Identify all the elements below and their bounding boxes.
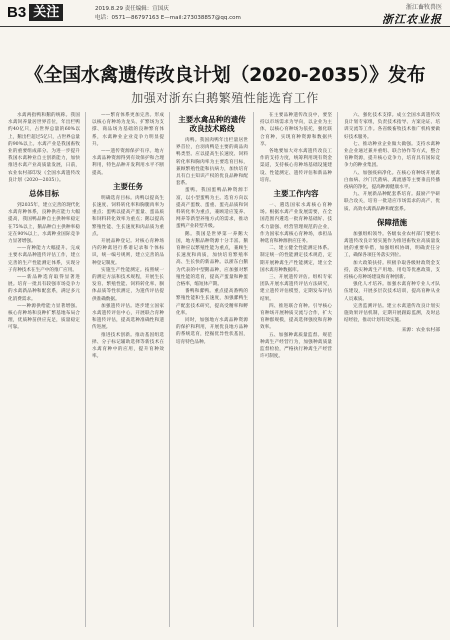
- section-heading: 保障措施: [377, 217, 407, 227]
- paragraph: 四、推进联合育种。引导核心育种场开展种质交流与合作，扩大育种群规模，提高选择强度和育种效率。: [260, 303, 332, 331]
- paragraph: 六、强化技术支撑。成立全国水禽遗传改良计划专家组，负责技术指导、方案论证、培训交流等工作。各省级畜牧技术推广机构要做好技术服务。: [344, 113, 440, 140]
- paragraph: 开展品种登记。对核心育种场内的种禽进行系谱记录和个体标识，统一编号规则，建立完善的品种登记制度。: [92, 239, 164, 266]
- paragraph: ——新品种选育取得显著进展。培育一批具有较强市场竞争力的水禽新品种和配套系，满足多元化消费需求。: [8, 275, 80, 302]
- column-name: 浙江畜牧兽医: [405, 5, 442, 11]
- section-heading: 主要任务: [113, 181, 143, 191]
- paragraph: 加强组织领导。各级农业农村部门要把水禽遗传改良计划实施作为推进畜牧业高质量发展的重要举措，加强组织协调，明确责任分工，确保各项任务落实到位。: [344, 231, 440, 259]
- column-divider: [169, 112, 170, 627]
- paragraph: 实施生产性能测定。按照统一的测定方法和技术规程，开展生长发育、繁殖性能、饲料转化率、胴体品质等性状测定，为遗传评估提供准确数据。: [92, 267, 164, 302]
- paragraph: 五、加强种禽质量监督。规范种禽生产经营行为，加强种禽质量监督检验，严格执行种禽生产经营许可制度。: [260, 332, 332, 360]
- article-title: 《全国水禽遗传改良计划（2020-2035）》发布: [24, 64, 426, 86]
- paragraph: 二、建立健全性能测定体系。制定统一的性能测定技术规范，定期开展种禽生产性能测定，建立全国水禽育种数据库。: [260, 246, 332, 273]
- article-column-4: [260, 112, 332, 361]
- paragraph: 番鸭和骡鸭。重点提高番鸭的繁殖性能和生长速度，加强骡鸭生产配套技术研究，提高受精率和孵化率。: [176, 289, 248, 316]
- paragraph: 七、推动种业企业做大做强。支持水禽种业企业通过兼并重组、联合协作等方式，整合育种资源，提升核心竞争力，培育具有国际竞争力的种业集团。: [344, 141, 440, 169]
- article-column-2: [92, 112, 164, 361]
- paragraph: 鹅。我国是世界第一养鹅大国，地方鹅品种资源十分丰富。鹅育种应以繁殖性能为重点，兼顾生长速度和肉质，加快培育繁殖率高、生长快的新品种。以浙东白鹅为代表的中型鹅品种，应加强对繁殖性能的选育，提高产蛋量和种蛋合格率，缩短休产期。: [176, 231, 248, 288]
- paragraph: 完善监测评估。建立水禽遗传改良计划实施效果评估机制，定期开展跟踪监测，及时总结经验，推动计划有效实施。: [344, 303, 440, 324]
- paragraph: ——种源供给能力显著增强。核心育种场和良种扩繁基地布局合理，优质种苗供应充足，质量稳定可靠。: [8, 303, 80, 331]
- paragraph: 强化人才培养。加强水禽育种专业人才队伍建设，开展多层次技术培训，提高育种从业人员素质。: [344, 282, 440, 302]
- paragraph: 加强遗传评估。逐步建立国家水禽遗传评估中心，开展联合育种和遗传评估，提高选种准确性和遗传进展。: [92, 303, 164, 331]
- paragraph: 蛋鸭。我国蛋鸭品种资源丰富，以小型蛋鸭为主。选育方向以提高产蛋数、蛋重、蛋壳品质和饲料转化率为重点，兼顾适应笼养、网养等新型养殖方式的需求，推动蛋鸭产业转型升级。: [176, 188, 248, 230]
- section-label: [7, 3, 63, 21]
- paragraph: ——育种能力大幅提升。完成主要水禽品种遗传评估工作，建立完善的生产性能测定体系，实现分子育种技术在生产中的推广应用。: [8, 246, 80, 273]
- paragraph: 在主要品种遗传改良中，要坚持以市场需求为导向，以企业为主体，以核心育种场为依托，强化联合育种，实现育种资源和数据共享。: [260, 113, 332, 147]
- section-name: 关注: [29, 4, 63, 21]
- page-header: [0, 0, 450, 27]
- column-divider: [337, 112, 338, 627]
- article-column-3: [176, 112, 248, 346]
- paragraph: 三、开展遗传评估。组织专家团队开展水禽遗传评估方法研究，建立遗传评估模型，定期发布评估结果。: [260, 275, 332, 302]
- article-source: 来源：农业农村部: [401, 328, 440, 334]
- paragraph: 推进技术创新。推动基因组选择、分子标记辅助选择等新技术在水禽育种中的应用，提升育种效率。: [92, 332, 164, 360]
- contact-line: 电话：0571—86797163 E—mail:273038857@qq.com: [95, 15, 241, 21]
- paragraph: 到2035年，建立完善的现代化水禽育种体系，良种供应能力大幅提高，我国鸭品种自主供种率稳定在75%以上，鹅品种自主供种率稳定在90%以上，水禽种业国际竞争力显著增强。: [8, 203, 80, 245]
- column-divider: [253, 112, 254, 627]
- paragraph: 九、开展新品种配套系培育。鼓励产学研联合攻关，培育一批适应市场需求的高产、优质、高效水禽新品种和配套系。: [344, 192, 440, 212]
- newspaper-name: 浙江农业报: [382, 13, 442, 26]
- paragraph: 明确选育目标。肉鸭以提高生长速度、饲料转化率和胸腿肉率为重点；蛋鸭以提高产蛋量、蛋品质和饲料转化效率为重点；鹅以提高繁殖性能、生长速度和肉品质为重点。: [92, 195, 164, 237]
- paragraph: 八、加强疫病净化。在核心育种场开展禽白血病、沙门氏菌病、禽流感等主要垂直传播疫病的净化，提高种源健康水平。: [344, 170, 440, 191]
- column-divider: [85, 112, 86, 627]
- article-column-5: [344, 112, 440, 335]
- article-subtitle: 加强对浙东白鹅繁殖性能选育工作: [131, 91, 319, 105]
- paragraph: ——遗传资源保护有序。地方水禽品种资源得到有效保护和合理利用，特色品种开发利用水平不断提高。: [92, 149, 164, 176]
- paragraph: 一、遴选国家水禽核心育种场。根据水禽产业发展需要，在全国范围内遴选一批育种基础好、技术力量强、经营管理规范的企业，作为国家水禽核心育种场，承担品种选育和种源供应任务。: [260, 203, 332, 245]
- masthead: [382, 2, 442, 27]
- section-heading: 主要工作内容: [273, 189, 319, 199]
- date-editor-line: 2019.8.29 责任编辑：宣国庆: [95, 6, 169, 12]
- section-heading: 主要水禽品种的遗传改良技术路线: [178, 115, 246, 133]
- article-column-1: [8, 112, 80, 332]
- paragraph: ——繁育体系更加完善。形成以核心育种场为龙头、扩繁场为支撑、商品场为基础的良种繁育体系，水禽种业企业竞争力明显提升。: [92, 113, 164, 147]
- paragraph: 同时，加强地方水禽品种资源的保护和利用，开展优良地方品种的系统选育，挖掘优异性状基因，培育特色品种。: [176, 318, 248, 345]
- section-heading: 总体目标: [29, 189, 59, 199]
- paragraph: 加大政策扶持。积极争取各级财政资金支持，落实种禽生产用地、用电等优惠政策，支持核心育种场建设和育种创新。: [344, 260, 440, 281]
- paragraph: 各地要加大对水禽遗传改良工作的支持力度，统筹利用现有资金渠道，支持核心育种场基础设施建设、性能测定、遗传评估和新品种培育。: [260, 149, 332, 183]
- paragraph: 水禽两指鸭和鹅的统称。我国水禽饲养量居世界首位，年出栏鸭约40亿只，占世界总量的60%以上，鹅出栏超过5亿只，占世界总量的90%以上。水禽产业是我国畜牧业的重要组成部分。为进一步提升我国水禽种业自主创新能力，加快推进水禽产业高质量发展，日前，农业农村部印发《全国水禽遗传改良计划（2020—2035）》。: [8, 113, 80, 183]
- paragraph: 肉鸭。我国肉鸭年出栏量居世界首位，白羽肉鸭是主要的商品肉鸭类型。应以提高生长速度、饲料转化率和胸肉率为主要选育目标，兼顾繁殖性能和抗病力，加快培育具有自主知识产权的优良品种和配套系。: [176, 138, 248, 187]
- section-code: B3: [7, 3, 27, 21]
